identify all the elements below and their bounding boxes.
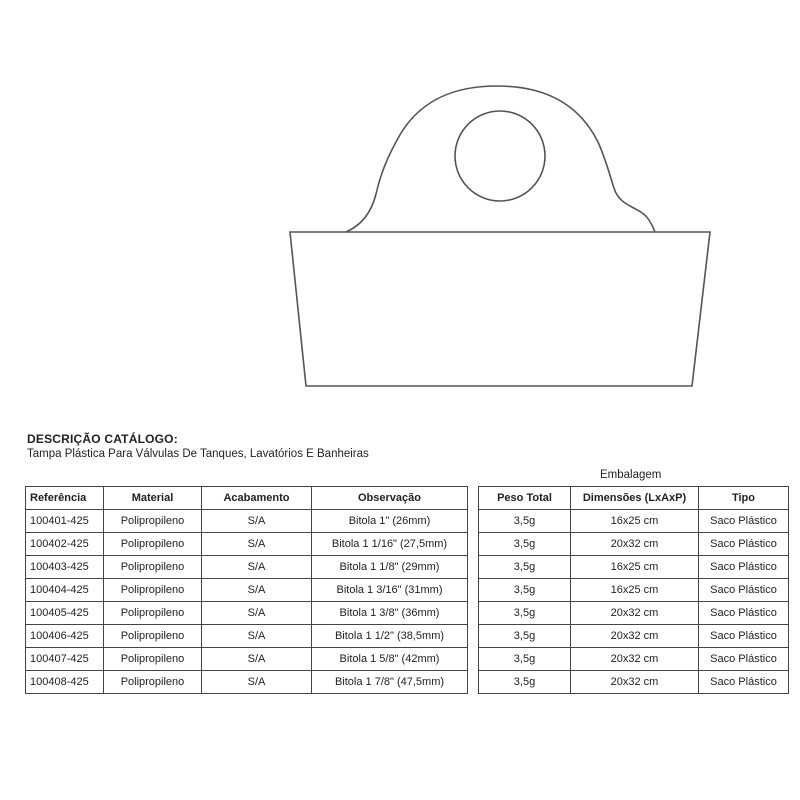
- specs-table-header-cell: Acabamento: [202, 487, 312, 510]
- specs-table-cell: S/A: [202, 671, 312, 694]
- packaging-table-cell: 16x25 cm: [571, 556, 699, 579]
- specs-header-row: [26, 487, 468, 510]
- packaging-table-cell: Saco Plástico: [699, 625, 789, 648]
- catalog-description: Tampa Plástica Para Válvulas De Tanques, Lavatórios E Banheiras: [27, 448, 369, 460]
- specs-table-row: [26, 556, 468, 579]
- specs-table-cell: 100402-425: [26, 533, 104, 556]
- specs-table-cell: 100408-425: [26, 671, 104, 694]
- packaging-table-cell: Saco Plástico: [699, 556, 789, 579]
- specs-table-cell: S/A: [202, 648, 312, 671]
- packaging-table-cell: 16x25 cm: [571, 579, 699, 602]
- packaging-table-cell: 3,5g: [479, 510, 571, 533]
- page-bottom-blank: [0, 694, 800, 800]
- specs-table-cell: Polipropileno: [104, 602, 202, 625]
- specs-table-cell: S/A: [202, 510, 312, 533]
- specs-table-cell: S/A: [202, 625, 312, 648]
- specs-table-cell: 100407-425: [26, 648, 104, 671]
- specs-table-row: [26, 671, 468, 694]
- specs-table-cell: 100404-425: [26, 579, 104, 602]
- specs-table-cell: Polipropileno: [104, 625, 202, 648]
- packaging-table-row: [479, 533, 789, 556]
- specs-table-cell: Bitola 1" (26mm): [312, 510, 468, 533]
- specs-table-row: [26, 533, 468, 556]
- specs-table-cell: Bitola 1 1/2" (38,5mm): [312, 625, 468, 648]
- specs-table-cell: Bitola 1 7/8" (47,5mm): [312, 671, 468, 694]
- specs-table-row: [26, 579, 468, 602]
- specs-table-cell: Polipropileno: [104, 648, 202, 671]
- packaging-table-row: [479, 510, 789, 533]
- packaging-table-cell: 20x32 cm: [571, 671, 699, 694]
- packaging-table-cell: 3,5g: [479, 556, 571, 579]
- specs-table-cell: Bitola 1 3/16" (31mm): [312, 579, 468, 602]
- packaging-table-row: [479, 648, 789, 671]
- specs-table-body: [26, 510, 468, 694]
- packaging-table-cell: Saco Plástico: [699, 510, 789, 533]
- packaging-table-cell: 20x32 cm: [571, 625, 699, 648]
- packaging-table-row: [479, 556, 789, 579]
- packaging-table-cell: 20x32 cm: [571, 533, 699, 556]
- packaging-table-cell: 3,5g: [479, 648, 571, 671]
- specs-table-cell: 100401-425: [26, 510, 104, 533]
- packaging-table-cell: 20x32 cm: [571, 648, 699, 671]
- specs-table-cell: Bitola 1 3/8" (36mm): [312, 602, 468, 625]
- packaging-table-cell: 3,5g: [479, 671, 571, 694]
- specs-table-cell: S/A: [202, 556, 312, 579]
- packaging-table-header-cell: Tipo: [699, 487, 789, 510]
- packaging-header-row: [479, 487, 789, 510]
- specs-table-cell: 100405-425: [26, 602, 104, 625]
- packaging-table-cell: 3,5g: [479, 625, 571, 648]
- packaging-table-row: [479, 671, 789, 694]
- specs-table-cell: Polipropileno: [104, 671, 202, 694]
- packaging-table-row: [479, 579, 789, 602]
- cap-outline: [290, 86, 710, 386]
- packaging-table-cell: Saco Plástico: [699, 671, 789, 694]
- specs-table-header-cell: Observação: [312, 487, 468, 510]
- packaging-table-cell: Saco Plástico: [699, 648, 789, 671]
- packaging-table-header-cell: Peso Total: [479, 487, 571, 510]
- packaging-table-cell: 3,5g: [479, 602, 571, 625]
- packaging-table-cell: 3,5g: [479, 533, 571, 556]
- specs-table: [25, 486, 468, 694]
- specs-table-row: [26, 648, 468, 671]
- catalog-heading: DESCRIÇÃO CATÁLOGO:: [27, 432, 178, 446]
- packaging-table-cell: Saco Plástico: [699, 579, 789, 602]
- specs-table-cell: Bitola 1 1/16" (27,5mm): [312, 533, 468, 556]
- packaging-table-row: [479, 625, 789, 648]
- specs-table-cell: 100406-425: [26, 625, 104, 648]
- specs-table-cell: Polipropileno: [104, 533, 202, 556]
- specs-table-cell: S/A: [202, 602, 312, 625]
- packaging-table-body: [479, 510, 789, 694]
- packaging-table-cell: Saco Plástico: [699, 602, 789, 625]
- specs-table-row: [26, 602, 468, 625]
- packaging-table-row: [479, 602, 789, 625]
- specs-table-cell: S/A: [202, 533, 312, 556]
- packaging-table-cell: Saco Plástico: [699, 533, 789, 556]
- specs-table-cell: Polipropileno: [104, 556, 202, 579]
- specs-table-cell: S/A: [202, 579, 312, 602]
- specs-table-header-cell: Referência: [26, 487, 104, 510]
- packaging-table-header-cell: Dimensões (LxAxP): [571, 487, 699, 510]
- cap-tab-shape: [346, 86, 655, 232]
- packaging-table-cell: 16x25 cm: [571, 510, 699, 533]
- specs-table-cell: Bitola 1 1/8" (29mm): [312, 556, 468, 579]
- specs-table-cell: 100403-425: [26, 556, 104, 579]
- specs-table-cell: Bitola 1 5/8" (42mm): [312, 648, 468, 671]
- cap-hole: [455, 111, 545, 201]
- packaging-table-cell: 20x32 cm: [571, 602, 699, 625]
- specs-table-cell: Polipropileno: [104, 510, 202, 533]
- specs-table-cell: Polipropileno: [104, 579, 202, 602]
- packaging-table-cell: 3,5g: [479, 579, 571, 602]
- specs-table-header-cell: Material: [104, 487, 202, 510]
- cap-body-shape: [290, 232, 710, 386]
- packaging-table: [478, 486, 789, 694]
- specs-table-row: [26, 510, 468, 533]
- specs-table-row: [26, 625, 468, 648]
- packaging-caption: Embalagem: [600, 469, 662, 481]
